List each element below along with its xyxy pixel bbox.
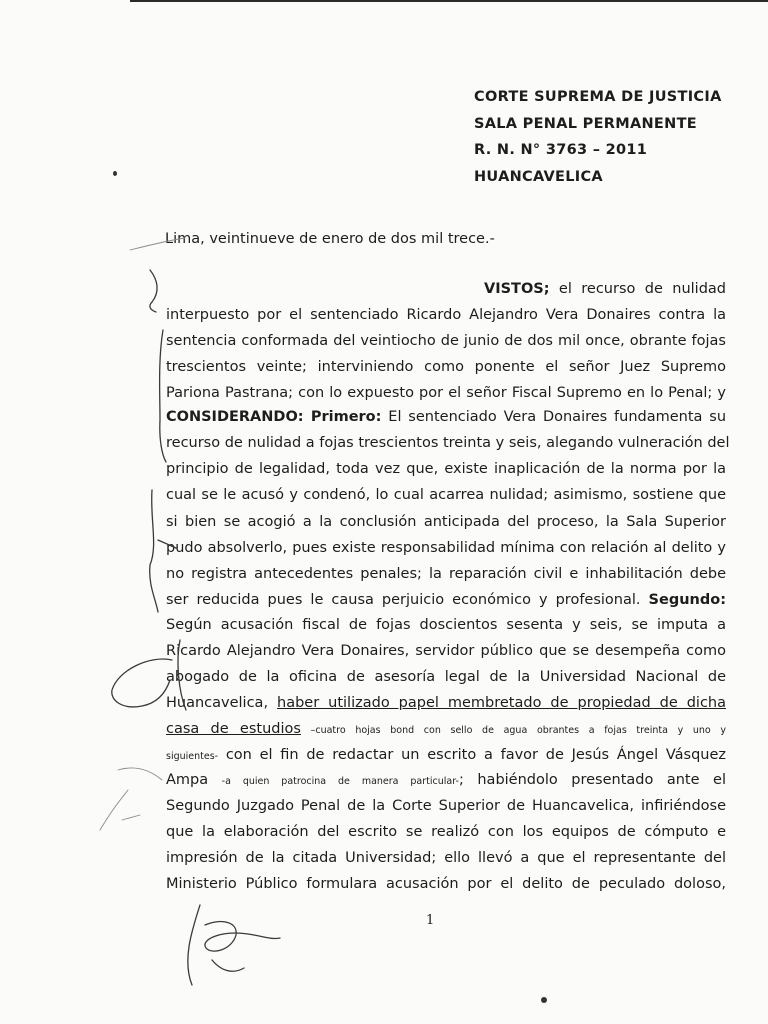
margin-hook-mark (150, 270, 157, 312)
faint-pencil-mark (122, 815, 140, 820)
body-line: Ricardo Alejandro Vera Donaires, servidor público que se desempeña como (166, 643, 726, 659)
signature-mark (188, 905, 280, 985)
body-line: ser reducida pues le causa perjuicio económico y profesional. Segundo: (166, 592, 726, 608)
chamber-name: SALA PENAL PERMANENTE (474, 115, 697, 132)
body-line: casa de estudios –cuatro hojas bond con sello de agua obrantes a fojas treinta y uno y (166, 721, 726, 737)
body-line: recurso de nulidad a fojas trescientos treinta y seis, alegando vulneración del (166, 435, 730, 451)
body-line: si bien se acogió a la conclusión anticipada del proceso, la Sala Superior (166, 514, 726, 530)
district-name: HUANCAVELICA (474, 168, 603, 185)
margin-line-bracket (160, 330, 166, 462)
body-line: impresión de la citada Universidad; ello llevó a que el representante del (166, 850, 726, 866)
body-line: no registra antecedentes penales; la reparación civil e inhabilitación debe (166, 566, 726, 582)
faint-pencil-mark (130, 238, 185, 250)
body-line: que la elaboración del escrito se realizó con los equipos de cómputo e (166, 824, 726, 840)
body-line: abogado de la oficina de asesoría legal de la Universidad Nacional de (166, 669, 726, 685)
body-line: CONSIDERANDO: Primero: El sentenciado Vera Donaires fundamenta su (166, 409, 727, 425)
body-line: siguientes- con el fin de redactar un escrito a favor de Jesús Ángel Vásquez (166, 747, 726, 763)
date-line: Lima, veintinueve de enero de dos mil trece.- (165, 231, 495, 247)
ink-speck (541, 997, 547, 1003)
faint-pencil-mark (100, 790, 128, 830)
body-line: Segundo Juzgado Penal de la Corte Superior de Huancavelica, infiriéndose (166, 798, 726, 814)
body-line: Pariona Pastrana; con lo expuesto por el señor Fiscal Supremo en lo Penal; y (166, 385, 726, 401)
body-line: Según acusación fiscal de fojas doscientos sesenta y seis, se imputa a (166, 617, 726, 633)
ink-speck (113, 171, 117, 176)
margin-loop-mark (112, 659, 172, 707)
margin-flourish-mark (178, 640, 186, 710)
case-number: R. N. N° 3763 – 2011 (474, 142, 648, 158)
page-number: 1 (426, 913, 435, 928)
body-line: sentencia conformada del veintiocho de junio de dos mil once, obrante fojas (166, 333, 726, 349)
body-line: principio de legalidad, toda vez que, existe inaplicación de la norma por la (166, 461, 726, 477)
body-line: VISTOS; el recurso de nulidad (484, 281, 726, 297)
faint-pencil-mark (118, 768, 162, 780)
body-line: Ampa -a quien patrocina de manera particular-; habiéndolo presentado ante el (166, 772, 727, 788)
margin-brace-mark (158, 540, 176, 548)
body-line: Huancavelica, haber utilizado papel membretado de propiedad de dicha (166, 695, 727, 711)
body-line: pudo absolverlo, pues existe responsabilidad mínima con relación al delito y (166, 540, 726, 556)
body-line: interpuesto por el sentenciado Ricardo Alejandro Vera Donaires contra la (166, 307, 726, 323)
margin-brace-mark (150, 490, 158, 612)
court-name: CORTE SUPREMA DE JUSTICIA (474, 89, 722, 105)
body-line: cual se le acusó y condenó, lo cual acarrea nulidad; asimismo, sostiene que (166, 487, 726, 503)
body-line: trescientos veinte; interviniendo como ponente el señor Juez Supremo (166, 359, 726, 375)
body-line: Ministerio Público formulara acusación por el delito de peculado doloso, (166, 876, 726, 892)
